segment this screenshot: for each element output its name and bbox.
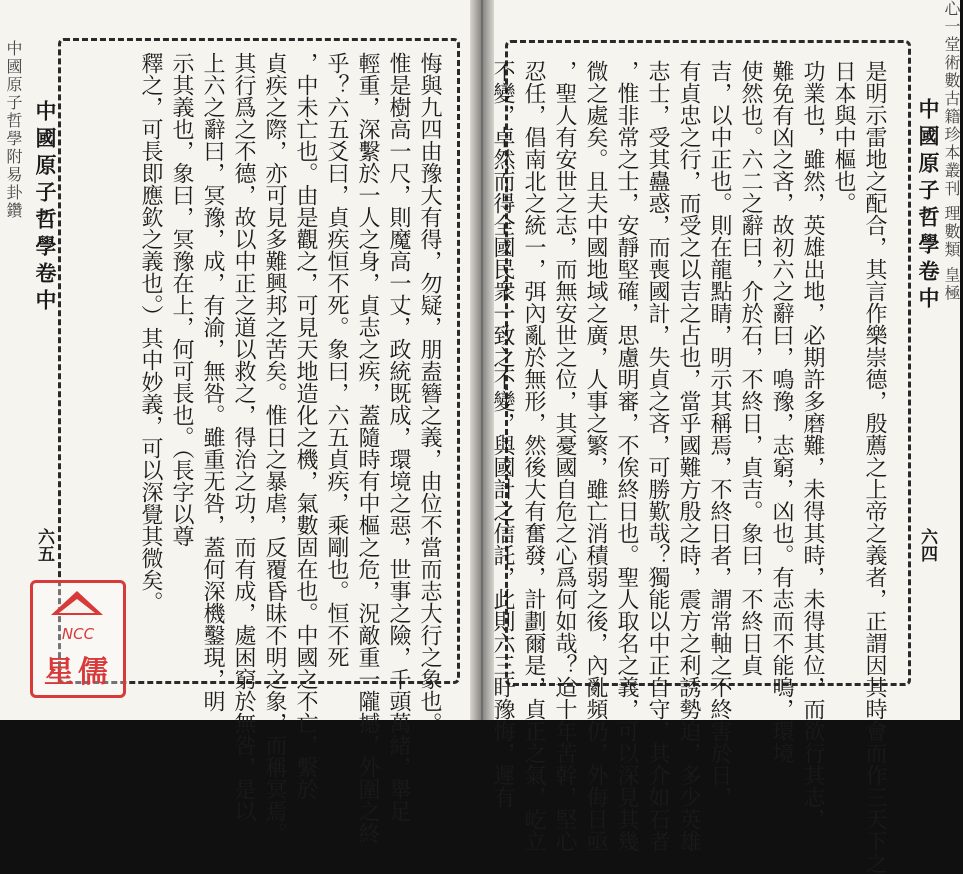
text-column: 輕重，深繫於一人之身，貞志之疾，蓋隨時有中樞之危，況敵重一隴撼，外圍之終 xyxy=(355,52,380,844)
text-column: 其行爲之不德，故以中正之道以救之，得治之功，而有成，處困窮於無咎，是以 xyxy=(231,52,256,822)
text-column: 貞疾之際，亦可見多難興邦之苦矣。惟日之暴虐，反覆昏昧不明之象，而稱冥焉。 xyxy=(262,52,287,844)
stamp-main-text: 星儒 xyxy=(44,655,112,690)
text-column: 釋之，可長即應欽之義也。）其中妙義，可以深覺其微矣。 xyxy=(138,52,163,613)
seal-stamp xyxy=(30,580,126,698)
text-column: 忍任，倡南北之統一，弭內亂於無形，然後大有奮發，計劃爾是，貞正之氣，屹立 xyxy=(521,60,546,852)
text-column: 吉，以中正也。則在龍點睛，明示其稱焉，不終日者，謂常軸之不終害於日， xyxy=(707,60,732,808)
text-column: 示其義也，象曰，冥豫在上，何可長也。（長字以尊 xyxy=(169,52,194,547)
left-body-text xyxy=(115,52,445,844)
text-column: 難免有凶之吝，故初六之辭曰，鳴豫，志窮，凶也。有志而不能鳴，環境 xyxy=(769,60,794,764)
text-column: 日本與中樞也。 xyxy=(831,60,856,214)
right-running-header: 中國原子哲學卷中 xyxy=(916,98,941,314)
right-body-text xyxy=(490,60,890,874)
text-column: 志士，受其蠱惑，而喪國計，失貞之吝，可勝歎哉？獨能以中正自守，其介如石者 xyxy=(645,60,670,852)
text-column: ，惟非常之士，安靜堅確，思慮明審，不俟終日也。聖人取名之義，可以深見其幾 xyxy=(614,60,639,852)
right-page-number: 六四 xyxy=(917,528,937,562)
left-page-number: 六五 xyxy=(34,528,54,562)
text-column: 有貞忠之行，而受之以吉之占也，當乎國難方殷之時，震方之利誘勢迫，多少英雄 xyxy=(676,60,701,852)
text-column: 微之處矣。且夫中國地域之廣，人事之繁，雖亡消積弱之後，內亂頻仍，外侮日亟 xyxy=(583,60,608,852)
text-column: 使然也。六二之辭曰，介於石，不終日，貞吉。象曰，不終日貞 xyxy=(738,60,763,676)
right-spine-text: 心一堂術數古籍珍本叢刊 理數類 皇極 xyxy=(942,0,961,303)
stamp-top-text: NCC xyxy=(61,625,95,643)
text-column: ，聖人有安世之志，而無安世之位，其憂國自危之心爲何如哉？迨十年苦幹，堅心 xyxy=(552,60,577,852)
text-column: 不變，卓然而得全國民衆一致之不變，與國計之信託，此則六三盱豫悔，遲有 xyxy=(490,60,515,808)
left-spine-text: 中國原子哲學附易卦鑽 xyxy=(4,40,23,220)
stamp-roof-inner xyxy=(59,599,95,613)
text-column: 惟是樹高一尺，則魔高一丈，政統既成，環境之惡，世事之險，千頭萬緒，舉足 xyxy=(386,52,411,822)
text-column: 乎？六五爻曰，貞疾恒不死。象曰，六五貞疾，乘剛也。恒不死 xyxy=(324,52,349,668)
text-column: 是明示雷地之配合，其言作樂崇德，殷薦之上帝之義者，正謂因其時會而作三天下之 xyxy=(862,60,887,874)
text-column: ，中未亡也。由是觀之，可見天地造化之機，氣數固在也。中國之不亡，繫於 xyxy=(293,52,318,800)
text-column: 上六之辭曰，冥豫，成，有渝，無咎。雖重无咎，蓋何深機鑿現，明 xyxy=(200,52,225,712)
text-column: 悔與九四由豫大有得，勿疑，朋盍簪之義，由位不當而志大行之象也。 xyxy=(417,52,442,734)
left-running-header: 中國原子哲學卷中 xyxy=(33,100,58,316)
text-column: 功業也，雖然，英雄出地，必期許多磨難，未得其時，未得其位，而欲行其志， xyxy=(800,60,825,830)
